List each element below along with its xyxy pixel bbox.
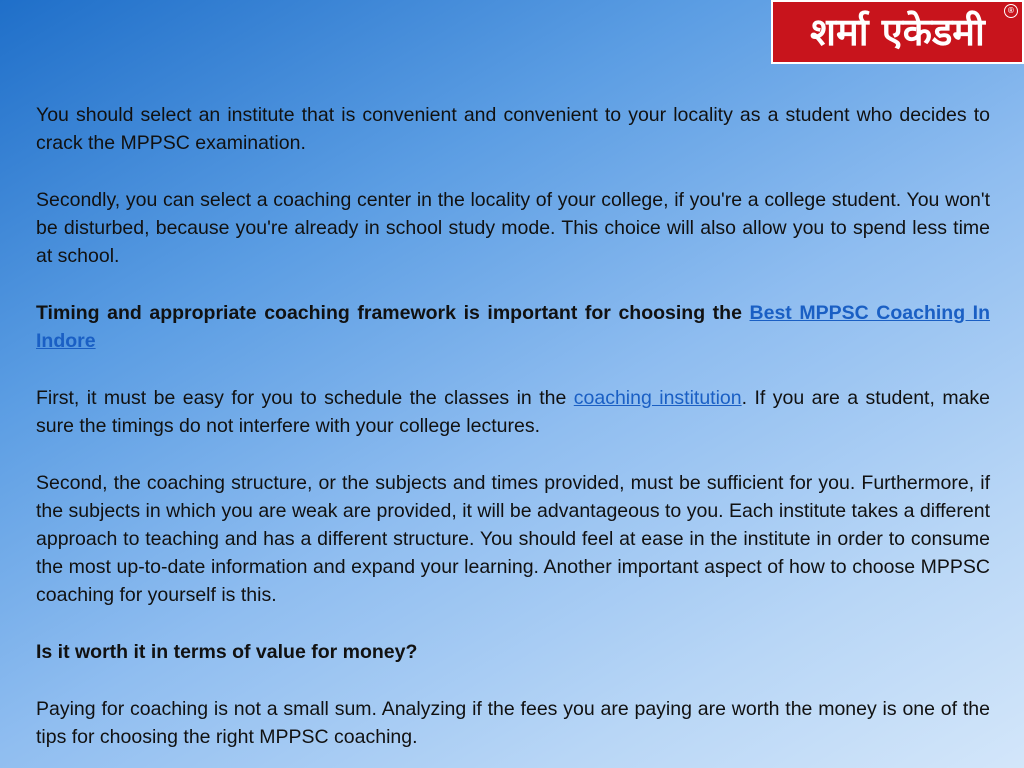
registered-mark: ® bbox=[1004, 4, 1018, 18]
paragraph-institute-locality: You should select an institute that is convenient and convenient to your locality as a student who decides to crack the MPPSC examination. bbox=[36, 104, 990, 154]
logo-text: शर्मा एकेडमी bbox=[810, 10, 985, 54]
paragraph-fees: Paying for coaching is not a small sum. Analyzing if the fees you are paying are worth the money is one of the tips for choosing the right MPPSC coaching. bbox=[36, 698, 990, 748]
coaching-institution-link[interactable]: coaching institution bbox=[573, 387, 742, 409]
paragraph-coaching-structure: Second, the coaching structure, or the subjects and times provided, must be sufficient for you. Furthermore, if the subjects in which you are weak are provided, it will be advantageous to you. Each institute takes a different approach to teaching and has a different structure. You should feel at ease in the institute in order to consume the most up-to-date information and expand your learning. Another important aspect of how to choose MPPSC coaching for yourself is this. bbox=[36, 472, 990, 606]
timing-framework-text: Timing and appropriate coaching framework is important for choosing the bbox=[36, 302, 750, 324]
paragraph-timing-framework bbox=[36, 299, 990, 355]
paragraph-college-locality: Secondly, you can select a coaching center in the locality of your college, if you're a college student. You won't be disturbed, because you're already in school study mode. This choice will also allow you to spend less time at school. bbox=[36, 189, 990, 267]
best-mppsc-coaching-link[interactable]: Best MPPSC Coaching In Indore bbox=[36, 302, 991, 352]
article-body bbox=[36, 101, 990, 751]
paragraph-schedule bbox=[36, 384, 990, 440]
sharma-academy-logo bbox=[771, 0, 1024, 64]
schedule-text-after: . If you are a student, make sure the timings do not interfere with your college lectures. bbox=[36, 387, 990, 437]
schedule-text-before: First, it must be easy for you to schedule the classes in the bbox=[36, 387, 574, 409]
heading-value-for-money: Is it worth it in terms of value for money? bbox=[36, 641, 418, 663]
